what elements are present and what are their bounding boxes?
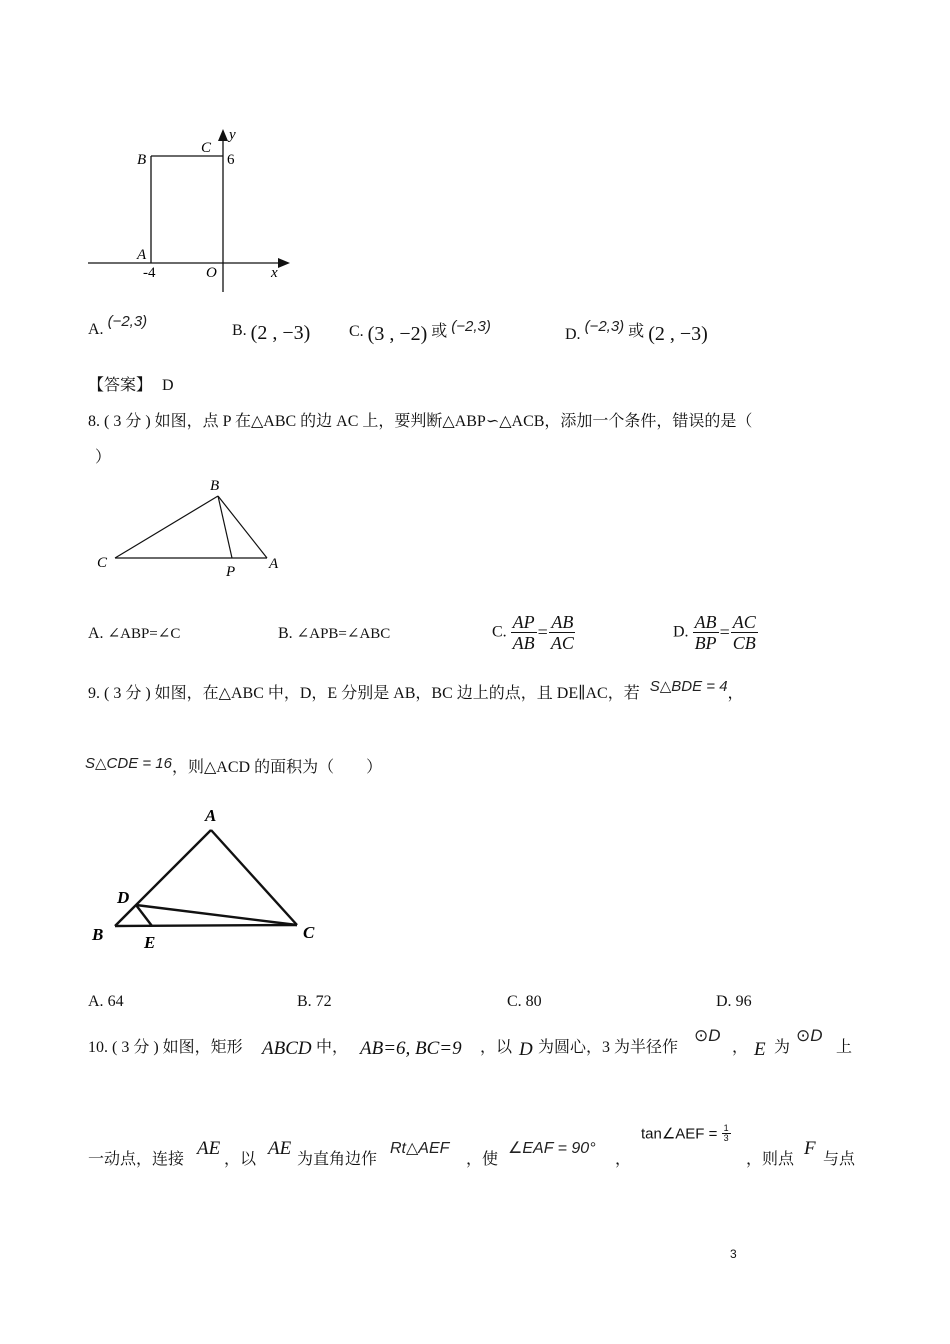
q9-s-cde: S△CDE = 16 <box>85 755 172 772</box>
q10-circle-d2: ⊙D <box>796 1026 823 1045</box>
q7-option-a <box>88 313 148 338</box>
q9-option-b-value: 72 <box>315 993 332 1010</box>
q7-answer-value: D <box>162 377 174 394</box>
q8-option-c-frac2: $\frac{AB}{AC}$ <box>550 612 574 653</box>
q7-option-d-or: 或 <box>628 323 645 340</box>
q10-circle-d: ⊙D <box>694 1026 721 1045</box>
q9-option-b-letter: B. <box>297 993 312 1010</box>
fig7-c-label: C <box>201 140 212 156</box>
q8-figure <box>90 472 300 582</box>
q9-option-c-value: 80 <box>525 993 542 1010</box>
q10-ab-bc: AB=6, BC=9 <box>360 1038 462 1059</box>
q10-e: E <box>754 1039 766 1060</box>
q7-figure <box>80 120 300 300</box>
q7-answer <box>88 372 174 395</box>
q8-option-c-letter: C. <box>492 623 507 641</box>
q7-option-c-value1: (3 , −2) <box>367 323 428 345</box>
fig9-e-label: E <box>144 933 156 952</box>
q8-option-c: C. $\frac{AP}{AB}$ = $\frac{AB}{AC}$ <box>492 612 574 653</box>
fig9-a-label: A <box>205 806 217 825</box>
q9-option-c-letter: C. <box>507 993 522 1010</box>
q8-option-d-frac2: $\frac{AC}{CB}$ <box>732 612 756 653</box>
q7-option-c-value2: (−2,3) <box>451 318 491 335</box>
q10-tan-text: tan∠AEF = <box>641 1125 718 1143</box>
q8-option-a-letter: A. <box>88 625 104 642</box>
q8-option-a <box>88 624 180 643</box>
q10-line2-f: 与点 <box>823 1151 856 1168</box>
q10-angle: ∠EAF = 90° <box>508 1140 596 1157</box>
q9-figure <box>86 800 326 960</box>
q10-tan-frac: $\frac{1}{3}$ <box>723 1123 729 1143</box>
q7-option-d-letter: D. <box>565 326 581 343</box>
q10-line2-b: ，以 <box>224 1151 257 1168</box>
fig7-y-label: y <box>229 127 236 143</box>
q10-prefix: 10. ( 3 分 ) 如图，矩形 <box>88 1039 243 1056</box>
fig8-p-label: P <box>226 564 236 580</box>
q9-stem-line1-text: 9. ( 3 分 ) 如图，在△ABC 中，D，E 分别是 AB，BC 边上的点，且 DE∥AC，若 <box>88 685 640 702</box>
fig9-b-label: B <box>92 925 104 944</box>
fig8-a-label: A <box>269 556 279 572</box>
q8-stem-line1: 8. ( 3 分 ) 如图，点 P 在△ABC 的边 AC 上，要判断△ABP∽△ACB，添加一个条件，错误的是（ <box>88 413 753 430</box>
q8-stem-line2: ） <box>95 449 112 466</box>
page-number: 3 <box>730 1247 737 1261</box>
q10-line2-c: 为直角边作 <box>297 1151 378 1168</box>
q7-option-c <box>349 318 491 345</box>
q9-option-c <box>507 993 542 1011</box>
fig9-d-label: D <box>117 888 130 907</box>
q8-option-c-frac1: $\frac{AP}{AB}$ <box>512 612 535 653</box>
q9-s-bde: S△BDE = 4 <box>649 678 728 695</box>
q8-option-b-text: ∠APB=∠ABC <box>296 626 391 642</box>
q10-wei: 为 <box>774 1039 791 1056</box>
fig8-b-label: B <box>210 478 220 494</box>
fig7-six-label: 6 <box>227 152 235 168</box>
q10-d: D <box>519 1039 533 1060</box>
fig7-b-label: B <box>137 152 147 168</box>
q10-zhong: 中， <box>316 1039 349 1056</box>
q9-option-d-value: 96 <box>735 993 752 1010</box>
q10-ae1: AE <box>197 1138 221 1159</box>
fig7-x-label: x <box>271 265 278 281</box>
q10-comma: ， <box>732 1039 749 1056</box>
q8-option-b <box>278 624 390 643</box>
q10-ae2: AE <box>268 1138 292 1159</box>
q7-option-c-letter: C. <box>349 323 364 340</box>
q9-option-d <box>716 993 752 1011</box>
fig7-a-label: A <box>137 247 147 263</box>
q10-tan <box>641 1124 731 1143</box>
q7-option-b-value: (2 , −3) <box>250 322 311 344</box>
q9-option-a-value: 64 <box>107 993 124 1010</box>
q10-f: F <box>804 1138 816 1159</box>
q7-option-d-value2: (2 , −3) <box>648 323 708 345</box>
q8-option-d: D. $\frac{AB}{BP}$ = $\frac{AC}{CB}$ <box>673 612 756 653</box>
q9-option-a <box>88 993 124 1011</box>
q7-option-a-letter: A. <box>88 321 104 338</box>
q9-option-b <box>297 993 332 1011</box>
fig7-o-label: O <box>206 265 217 281</box>
q8-option-a-text: ∠ABP=∠C <box>107 626 181 642</box>
fig7-neg4-label: -4 <box>143 265 156 281</box>
q10-circle-text: 为圆心，3 为半径作 <box>538 1039 679 1056</box>
q10-yi: ，以 <box>480 1039 513 1056</box>
q10-comma2: ， <box>615 1151 632 1168</box>
fig9-c-label: C <box>303 923 315 942</box>
q9-stem-line1 <box>88 680 744 703</box>
q10-shang: 上 <box>836 1039 853 1056</box>
q7-option-d-value1: (−2,3) <box>584 318 625 335</box>
q9-stem-line2-text: ，则△ACD 的面积为（ ） <box>172 759 383 776</box>
fig8-c-label: C <box>97 555 108 571</box>
q7-option-c-or: 或 <box>431 323 448 340</box>
q9-comma: ， <box>727 685 744 702</box>
q7-option-b-letter: B. <box>232 322 247 339</box>
q9-option-d-letter: D. <box>716 993 732 1010</box>
q8-option-b-letter: B. <box>278 625 293 642</box>
q8-option-d-frac1: $\frac{AB}{BP}$ <box>694 612 717 653</box>
q10-line2-e: ，则点 <box>746 1151 795 1168</box>
q9-option-a-letter: A. <box>88 993 104 1010</box>
q7-option-a-value: (−2,3) <box>107 313 148 330</box>
q7-option-b <box>232 318 311 344</box>
q7-answer-label: 【答案】 <box>88 377 153 394</box>
q10-abcd: ABCD <box>262 1038 312 1059</box>
q10-line2-d: ，使 <box>466 1151 499 1168</box>
q10-rt: Rt△AEF <box>390 1140 450 1157</box>
q7-option-d <box>565 318 708 345</box>
q10-line2-a: 一动点，连接 <box>88 1151 185 1168</box>
q8-option-d-letter: D. <box>673 623 689 641</box>
q9-stem-line2 <box>85 754 382 777</box>
